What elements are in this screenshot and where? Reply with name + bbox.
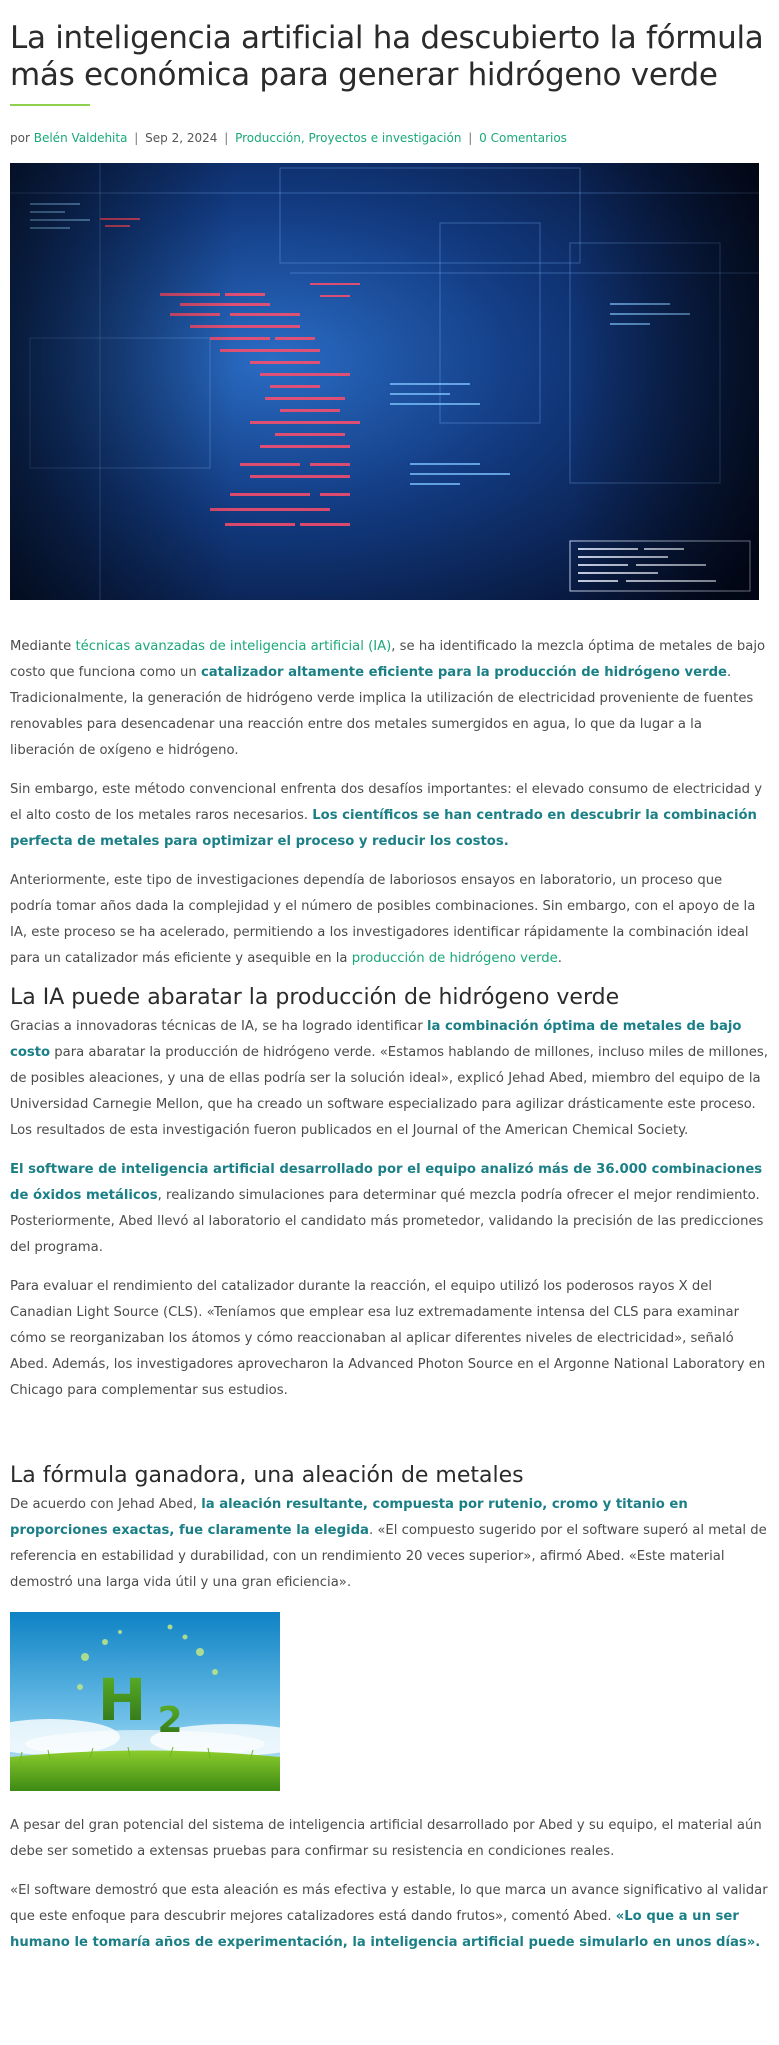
text: . — [557, 951, 562, 966]
text: Para evaluar el rendimiento del catalizador durante la reacción, el equipo utilizó los poderosos rayos X del Canadian Light Source (CLS). «Teníamos que emplear esa luz extremadamente intensa del CLS para examinar cómo se reorganizaban los átomos y cómo reaccionaban al aplicar diferentes niveles de electricidad», señaló Abed. Además, los investigadores aprovecharon la Advanced Photon Source en el Argonne National Laboratory en Chicago para complementar sus estudios. — [10, 1279, 766, 1398]
text: Mediante — [10, 639, 76, 654]
paragraph-software — [10, 1157, 768, 1261]
ai-techniques-link[interactable]: técnicas avanzadas de inteligencia artificial (IA) — [75, 639, 392, 654]
paragraph-intro — [10, 634, 768, 764]
section-heading-formula: La fórmula ganadora, una aleación de metales — [10, 1463, 524, 1488]
meta-separator: | — [468, 131, 473, 145]
comments-link[interactable]: 0 Comentarios — [479, 131, 567, 145]
hydrogen-plant-image — [10, 1612, 280, 1791]
text: De acuerdo con Jehad Abed, — [10, 1497, 202, 1512]
text: . Tradicionalmente, la generación de hidrógeno verde implica la utilización de electricidad proveniente de fuentes renovables para desencadenar una reacción entre dos metales sumergidos en agua, lo que da lugar a la liberación de oxígeno e hidrógeno. — [10, 665, 754, 758]
meta-separator: | — [134, 131, 139, 145]
catalyst-link[interactable]: catalizador altamente eficiente para la producción de hidrógeno verde — [200, 665, 727, 680]
text: , realizando simulaciones para determinar qué mezcla podría ofrecer el mejor rendimiento. Posteriormente, Abed llevó al laboratorio el candidato más prometedor, validando la precisión de las predicciones del programa. — [10, 1188, 764, 1255]
article-title: La inteligencia artificial ha descubierto la fórmula más económica para generar hidrógeno verde — [10, 20, 764, 93]
text: Sin embargo, este método convencional enfrenta dos desafíos importantes: el elevado consumo de electricidad y el alto costo de los metales raros necesarios. — [10, 782, 763, 823]
paragraph-alloy — [10, 1492, 768, 1596]
meta-separator: | — [224, 131, 229, 145]
paragraph-ia-technique — [10, 1014, 768, 1144]
category-link[interactable]: Producción, Proyectos e investigación — [235, 131, 462, 145]
paragraph-quote — [10, 1878, 768, 1956]
paragraph-xrays — [10, 1274, 768, 1404]
post-date: Sep 2, 2024 — [145, 131, 218, 145]
paragraph-challenges — [10, 777, 768, 855]
text: Gracias a innovadoras técnicas de IA, se ha logrado identificar — [10, 1019, 427, 1034]
ai-code-screens-image — [10, 163, 759, 600]
h2-label: H — [97, 1666, 147, 1734]
text: «El software demostró que esta aleación es más efectiva y estable, lo que marca un avance significativo al validar que este enfoque para descubrir mejores catalizadores está dando frutos», comentó Abed. — [10, 1883, 768, 1924]
text: , se ha identificado la mezcla óptima de metales de bajo costo que funciona como un — [10, 639, 766, 680]
text: . «El compuesto sugerido por el software superó al metal de referencia en estabilidad y durabilidad, con un rendimiento 20 veces superior», afirmó Abed. «Este material demostró una larga vida útil y una gran eficiencia». — [10, 1523, 767, 1590]
text: Anteriormente, este tipo de investigaciones dependía de laboriosos ensayos en laboratorio, un proceso que podría tomar años dada la complejidad y el número de posibles combinaciones. Sin embargo, con el apoyo de la IA, este proceso se ha acelerado, permitiendo a los investigadores identificar rápidamente la combinación ideal para un catalizador más eficiente y asequible en la — [10, 873, 756, 966]
paragraph-history — [10, 868, 768, 972]
green-hydrogen-link[interactable]: producción de hidrógeno verde — [351, 951, 558, 966]
article — [10, 0, 768, 1956]
text: A pesar del gran potencial del sistema de inteligencia artificial desarrollado por Abed y su equipo, el material aún debe ser sometido a extensas pruebas para confirmar su resistencia en condiciones reales. — [10, 1818, 762, 1859]
text: para abaratar la producción de hidrógeno verde. «Estamos hablando de millones, incluso miles de millones, de posibles aleaciones, y una de ellas podría ser la solución ideal», explicó Jehad Abed, miembro del equipo de la Universidad Carnegie Mellon, que ha creado un software especializado para agilizar drásticamente este proceso. Los resultados de esta investigación fueron publicados en el Journal of the American Chemical Society. — [10, 1045, 768, 1138]
alloy-link[interactable]: la aleación resultante, compuesta por rutenio, cromo y titanio en proporciones exactas, fue claramente la elegida — [10, 1497, 688, 1538]
title-underline — [10, 104, 90, 106]
h2-subscript: 2 — [157, 1700, 183, 1741]
author-link[interactable]: Belén Valdehita — [33, 131, 128, 145]
highlight-text: Los científicos se han centrado en descubrir la combinación perfecta de metales para optimizar el proceso y reducir los costos. — [10, 808, 757, 849]
section-heading-ia: La IA puede abaratar la producción de hidrógeno verde — [10, 985, 620, 1010]
meta-prefix: por — [10, 131, 30, 145]
post-meta — [10, 130, 768, 146]
highlight-quote: «Lo que a un ser humano le tomaría años de experimentación, la inteligencia artificial puede simularlo en unos días». — [10, 1909, 761, 1950]
h2-grass-icon — [10, 1612, 280, 1791]
hero-image — [10, 163, 759, 600]
metal-combination-link[interactable]: la combinación óptima de metales de bajo costo — [10, 1019, 742, 1060]
paragraph-testing — [10, 1813, 768, 1865]
highlight-text: El software de inteligencia artificial desarrollado por el equipo analizó más de 36.000 combinaciones de óxidos metálicos — [10, 1162, 763, 1203]
